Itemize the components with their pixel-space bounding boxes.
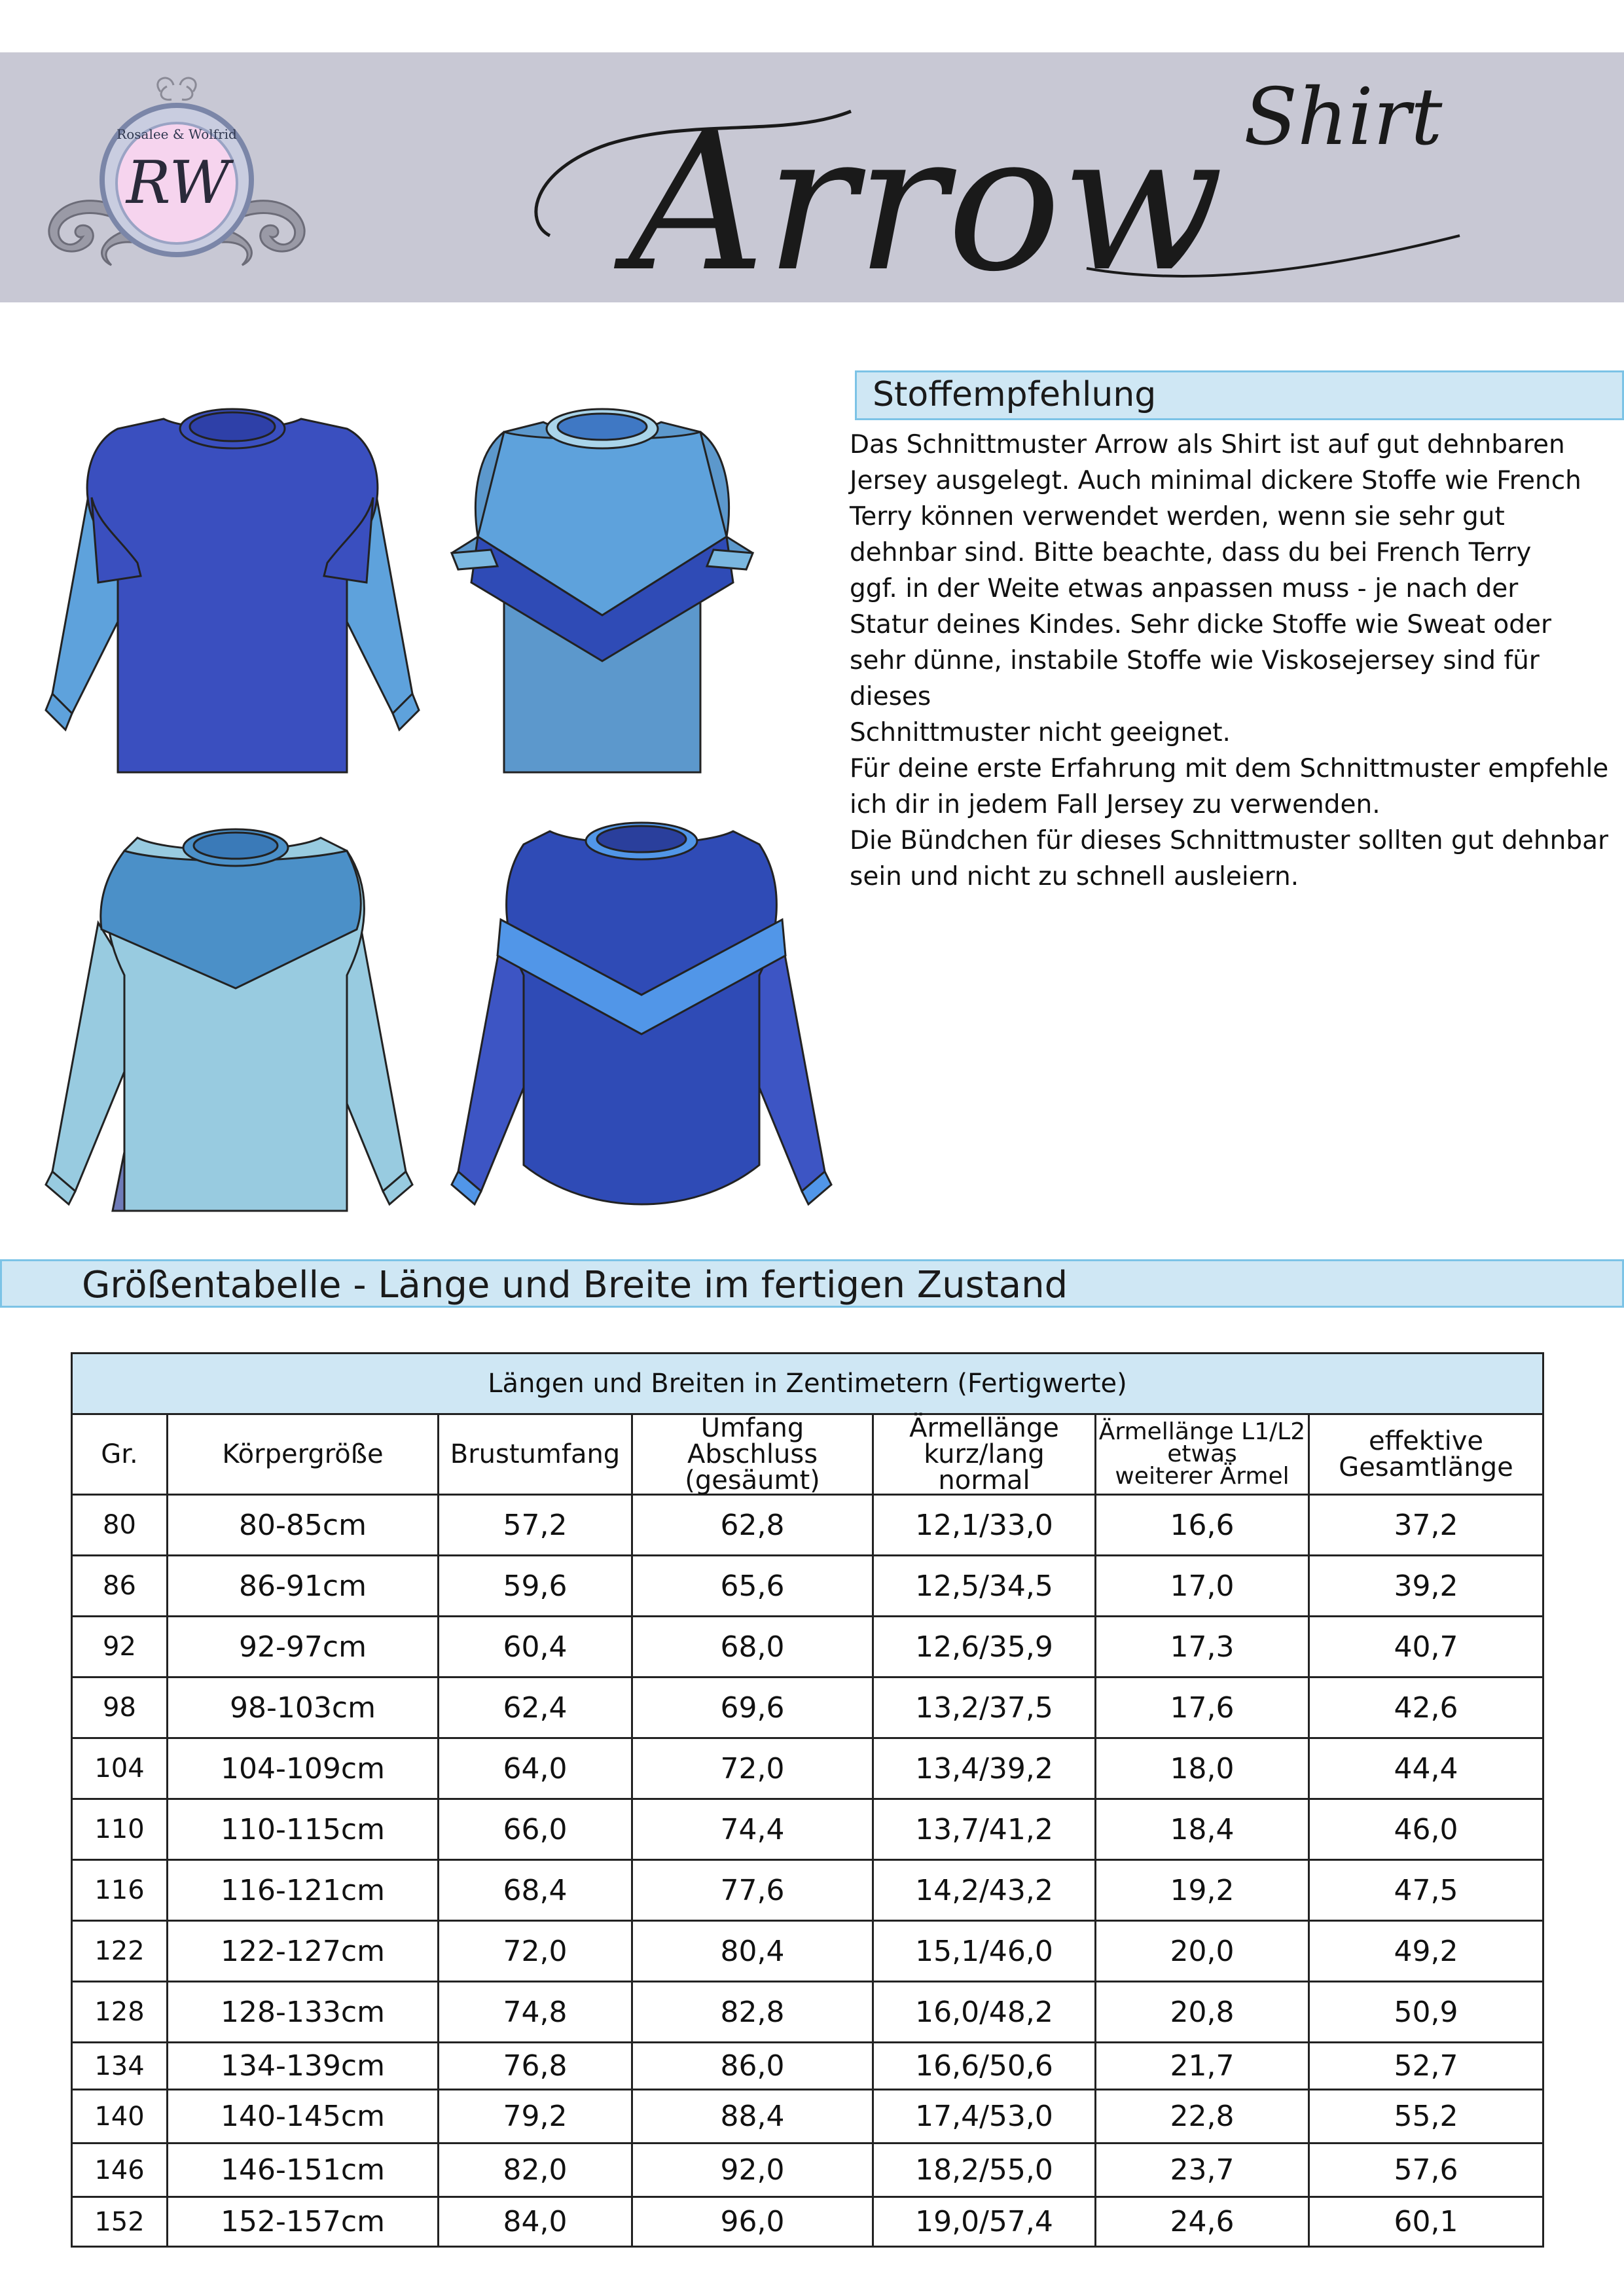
table-cell: 16,0/48,2 xyxy=(873,1982,1096,2043)
size-chart xyxy=(71,1352,1542,2269)
fabric-line: dehnbar sind. Bitte beachte, dass du bei French Terry xyxy=(850,538,1532,567)
title-main: Arrow xyxy=(628,93,1224,295)
table-cell: 13,4/39,2 xyxy=(873,1738,1096,1799)
table-cell: 12,1/33,0 xyxy=(873,1495,1096,1556)
table-cell: 65,6 xyxy=(632,1556,873,1617)
shirt1-neckline xyxy=(190,412,275,441)
table-cell: 84,0 xyxy=(439,2197,632,2247)
table-cell: 140 xyxy=(72,2090,168,2144)
fabric-line: Schnittmuster nicht geeignet. xyxy=(850,718,1231,747)
table-cell: 80,4 xyxy=(632,1921,873,1982)
table-cell: 14,2/43,2 xyxy=(873,1860,1096,1921)
column-header: effektive Gesamtlänge xyxy=(1309,1414,1543,1495)
table-cell: 128 xyxy=(72,1982,168,2043)
fabric-line: ggf. in der Weite etwas anpassen muss - je nach der xyxy=(850,574,1519,603)
shirt2-sleeve-hem-right xyxy=(707,550,753,569)
table-row xyxy=(72,1799,1543,1860)
table-row xyxy=(72,2197,1543,2247)
table-cell: 96,0 xyxy=(632,2197,873,2247)
table-cell: 22,8 xyxy=(1096,2090,1309,2144)
table-cell: 92 xyxy=(72,1617,168,1677)
shirt2-sleeve-hem-left xyxy=(452,550,497,569)
table-cell: 128-133cm xyxy=(168,1982,439,2043)
table-cell: 104-109cm xyxy=(168,1738,439,1799)
table-cell: 82,8 xyxy=(632,1982,873,2043)
table-cell: 17,6 xyxy=(1096,1677,1309,1738)
table-cell: 79,2 xyxy=(439,2090,632,2144)
table-cell: 72,0 xyxy=(439,1921,632,1982)
table-cell: 88,4 xyxy=(632,2090,873,2144)
fabric-heading: Stoffempfehlung xyxy=(873,375,1157,414)
shirt-variant-2 xyxy=(452,409,753,772)
fabric-recommendation-text xyxy=(850,427,1615,895)
table-row xyxy=(72,2144,1543,2197)
table-cell: 140-145cm xyxy=(168,2090,439,2144)
table-cell: 44,4 xyxy=(1309,1738,1543,1799)
table-cell: 12,5/34,5 xyxy=(873,1556,1096,1617)
table-cell: 18,0 xyxy=(1096,1738,1309,1799)
table-cell: 18,2/55,0 xyxy=(873,2144,1096,2197)
table-cell: 20,8 xyxy=(1096,1982,1309,2043)
fabric-line: Terry können verwendet werden, wenn sie sehr gut xyxy=(850,502,1505,531)
logo-crown xyxy=(158,78,196,99)
fabric-line: Die Bündchen für dieses Schnittmuster sollten gut dehnbar xyxy=(850,826,1609,855)
table-cell: 68,0 xyxy=(632,1617,873,1677)
fabric-line: sehr dünne, instabile Stoffe wie Viskosejersey sind für dieses xyxy=(850,646,1540,711)
table-cell: 80-85cm xyxy=(168,1495,439,1556)
table-cell: 134 xyxy=(72,2043,168,2090)
table-cell: 76,8 xyxy=(439,2043,632,2090)
table-cell: 62,4 xyxy=(439,1677,632,1738)
table-cell: 19,2 xyxy=(1096,1860,1309,1921)
table-cell: 37,2 xyxy=(1309,1495,1543,1556)
table-cell: 86-91cm xyxy=(168,1556,439,1617)
table-caption: Längen und Breiten in Zentimetern (Fertigwerte) xyxy=(72,1354,1543,1414)
column-header: Brustumfang xyxy=(439,1414,632,1495)
table-row xyxy=(72,1982,1543,2043)
table-cell: 77,6 xyxy=(632,1860,873,1921)
title-sub: Shirt xyxy=(1244,72,1443,163)
table-cell: 40,7 xyxy=(1309,1617,1543,1677)
fabric-line: ich dir in jedem Fall Jersey zu verwenden. xyxy=(850,790,1380,819)
shirt-variant-3 xyxy=(46,829,412,1211)
shirt-variant-1 xyxy=(46,409,419,772)
shirt1-body xyxy=(87,419,378,772)
size-table xyxy=(71,1352,1544,2248)
table-cell: 122 xyxy=(72,1921,168,1982)
table-cell: 16,6/50,6 xyxy=(873,2043,1096,2090)
table-cell: 66,0 xyxy=(439,1799,632,1860)
table-cell: 21,7 xyxy=(1096,2043,1309,2090)
table-cell: 134-139cm xyxy=(168,2043,439,2090)
table-cell: 152-157cm xyxy=(168,2197,439,2247)
table-cell: 62,8 xyxy=(632,1495,873,1556)
shirt-variant-4 xyxy=(452,823,831,1204)
table-cell: 98 xyxy=(72,1677,168,1738)
shirt4-neckline xyxy=(597,826,686,852)
table-cell: 23,7 xyxy=(1096,2144,1309,2197)
table-cell: 110-115cm xyxy=(168,1799,439,1860)
table-cell: 98-103cm xyxy=(168,1677,439,1738)
column-header: Gr. xyxy=(72,1414,168,1495)
table-cell: 86 xyxy=(72,1556,168,1617)
table-row xyxy=(72,1677,1543,1738)
table-cell: 18,4 xyxy=(1096,1799,1309,1860)
shirt3-side-slit xyxy=(113,1152,124,1211)
table-cell: 68,4 xyxy=(439,1860,632,1921)
table-row xyxy=(72,1860,1543,1921)
fabric-line: Für deine erste Erfahrung mit dem Schnittmuster empfehle xyxy=(850,754,1609,783)
brand-logo xyxy=(26,65,327,281)
table-cell: 24,6 xyxy=(1096,2197,1309,2247)
table-row xyxy=(72,1617,1543,1677)
table-cell: 72,0 xyxy=(632,1738,873,1799)
table-cell: 104 xyxy=(72,1738,168,1799)
table-cell: 80 xyxy=(72,1495,168,1556)
table-row xyxy=(72,1495,1543,1556)
table-cell: 57,6 xyxy=(1309,2144,1543,2197)
table-row xyxy=(72,2090,1543,2144)
table-cell: 116 xyxy=(72,1860,168,1921)
title-artwork xyxy=(511,72,1519,295)
table-cell: 17,4/53,0 xyxy=(873,2090,1096,2144)
table-cell: 92,0 xyxy=(632,2144,873,2197)
table-cell: 42,6 xyxy=(1309,1677,1543,1738)
table-cell: 49,2 xyxy=(1309,1921,1543,1982)
shirt2-neckline xyxy=(558,414,647,440)
table-cell: 39,2 xyxy=(1309,1556,1543,1617)
column-header: Körpergröße xyxy=(168,1414,439,1495)
fabric-line: Das Schnittmuster Arrow als Shirt ist auf gut dehnbaren xyxy=(850,430,1565,459)
table-cell: 50,9 xyxy=(1309,1982,1543,2043)
table-cell: 12,6/35,9 xyxy=(873,1617,1096,1677)
table-cell: 17,0 xyxy=(1096,1556,1309,1617)
shirt3-neckline xyxy=(194,833,278,859)
table-row xyxy=(72,1738,1543,1799)
table-cell: 17,3 xyxy=(1096,1617,1309,1677)
size-chart-heading-bar xyxy=(0,1259,1624,1308)
table-cell: 57,2 xyxy=(439,1495,632,1556)
fabric-line: Jersey ausgelegt. Auch minimal dickere Stoffe wie French xyxy=(850,466,1581,495)
table-cell: 82,0 xyxy=(439,2144,632,2197)
table-cell: 122-127cm xyxy=(168,1921,439,1982)
shirt-illustrations xyxy=(39,367,910,1230)
table-header-row xyxy=(72,1414,1543,1495)
table-cell: 13,2/37,5 xyxy=(873,1677,1096,1738)
column-header: Umfang Abschluss (gesäumt) xyxy=(632,1414,873,1495)
table-cell: 86,0 xyxy=(632,2043,873,2090)
fabric-line: Statur deines Kindes. Sehr dicke Stoffe wie Sweat oder xyxy=(850,610,1552,639)
table-cell: 19,0/57,4 xyxy=(873,2197,1096,2247)
table-row xyxy=(72,1921,1543,1982)
table-cell: 60,4 xyxy=(439,1617,632,1677)
column-header: Ärmellänge kurz/lang normal xyxy=(873,1414,1096,1495)
table-cell: 146 xyxy=(72,2144,168,2197)
table-cell: 152 xyxy=(72,2197,168,2247)
table-cell: 13,7/41,2 xyxy=(873,1799,1096,1860)
table-cell: 64,0 xyxy=(439,1738,632,1799)
table-cell: 110 xyxy=(72,1799,168,1860)
table-cell: 15,1/46,0 xyxy=(873,1921,1096,1982)
table-cell: 20,0 xyxy=(1096,1921,1309,1982)
logo-monogram: RW xyxy=(126,149,230,217)
table-cell: 47,5 xyxy=(1309,1860,1543,1921)
table-cell: 55,2 xyxy=(1309,2090,1543,2144)
table-cell: 16,6 xyxy=(1096,1495,1309,1556)
table-cell: 60,1 xyxy=(1309,2197,1543,2247)
table-cell: 59,6 xyxy=(439,1556,632,1617)
logo-ring-text: Rosalee & Wolfrid xyxy=(117,126,237,142)
column-header: Ärmellänge L1/L2 etwas weiterer Ärmel xyxy=(1096,1414,1309,1495)
table-row xyxy=(72,2043,1543,2090)
table-cell: 69,6 xyxy=(632,1677,873,1738)
table-cell: 92-97cm xyxy=(168,1617,439,1677)
table-cell: 116-121cm xyxy=(168,1860,439,1921)
table-cell: 46,0 xyxy=(1309,1799,1543,1860)
table-cell: 52,7 xyxy=(1309,2043,1543,2090)
fabric-line: sein und nicht zu schnell ausleiern. xyxy=(850,862,1299,891)
table-cell: 74,4 xyxy=(632,1799,873,1860)
table-row xyxy=(72,1556,1543,1617)
table-cell: 146-151cm xyxy=(168,2144,439,2197)
table-body xyxy=(72,1495,1543,2247)
size-chart-heading: Größentabelle - Länge und Breite im fertigen Zustand xyxy=(82,1264,1068,1306)
fabric-heading-bar xyxy=(855,370,1624,420)
table-cell: 74,8 xyxy=(439,1982,632,2043)
